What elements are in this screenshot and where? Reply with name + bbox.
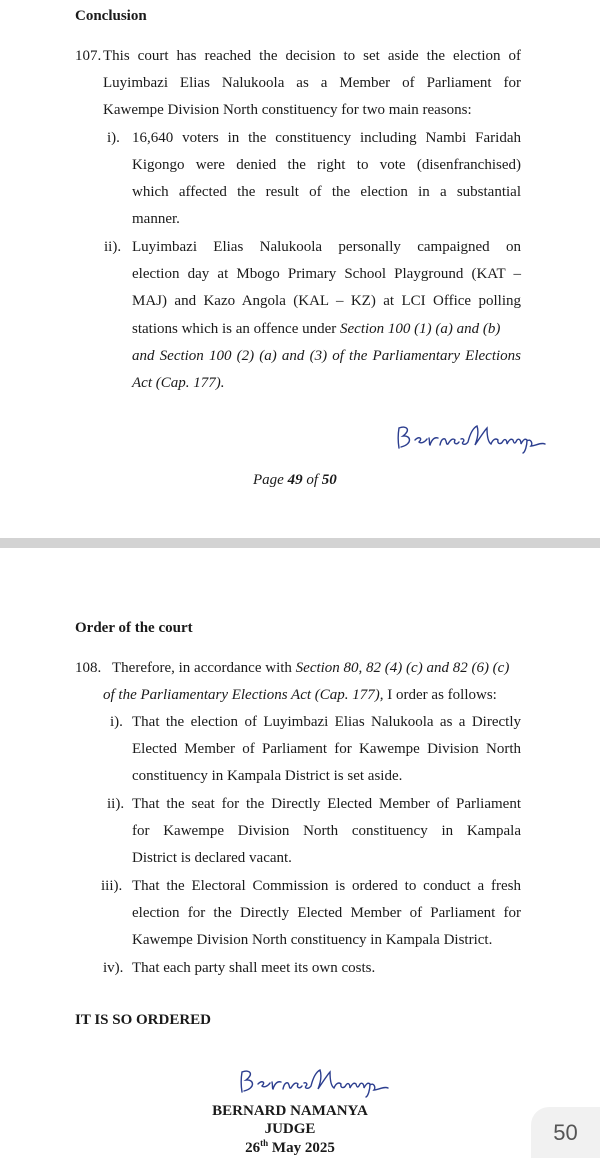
reason-1-line-4: manner. bbox=[132, 211, 180, 227]
date-month-year: May 2025 bbox=[268, 1140, 335, 1156]
reason-1-label: i). bbox=[107, 130, 120, 146]
page-49-footer bbox=[253, 472, 337, 489]
order-3-line-3: Kawempe Division North constituency in Kampala District. bbox=[132, 932, 493, 948]
reason-1-line-1: 16,640 voters in the constituency including Nambi Faridah bbox=[132, 130, 521, 146]
date-suffix: th bbox=[260, 1138, 269, 1148]
order-3-line-2: election for the Directly Elected Member of Parliament for bbox=[132, 905, 521, 921]
order-2-line-2: for Kawempe Division North constituency in Kampala bbox=[132, 823, 521, 839]
para-108-number: 108. bbox=[75, 660, 102, 676]
order-1-label: i). bbox=[110, 714, 123, 730]
order-2-line-3: District is declared vacant. bbox=[132, 850, 292, 866]
section-80-reference: Section 80, 82 (4) (c) and 82 (6) (c) bbox=[295, 660, 510, 676]
para-108-lead: Therefore, in accordance with bbox=[112, 660, 296, 676]
reason-2-line-5: and Section 100 (2) (a) and (3) of the Parliamentary Elections bbox=[132, 348, 521, 364]
order-3-line-1: That the Electoral Commission is ordered to conduct a fresh bbox=[132, 878, 521, 894]
reason-2-label: ii). bbox=[104, 239, 122, 255]
reason-2-line-3: MAJ) and Kazo Angola (KAL – KZ) at LCI Office polling bbox=[132, 293, 521, 309]
para-108-line-2 bbox=[103, 686, 497, 704]
footer-of: of bbox=[302, 472, 322, 488]
para-108-line-1 bbox=[112, 659, 509, 677]
footer-prefix: Page bbox=[253, 472, 288, 488]
para-108-tail: I order as follows: bbox=[383, 687, 497, 703]
section-100-reference: Section 100 (1) (a) and (b) bbox=[340, 321, 501, 337]
para-107-line-3: Kawempe Division North constituency for two main reasons: bbox=[103, 102, 472, 118]
reason-2-line-4-text: stations which is an offence under bbox=[132, 321, 341, 337]
reason-1-line-2: Kigongo were denied the right to vote (disenfranchised) bbox=[132, 157, 521, 173]
judgment-date bbox=[0, 1138, 580, 1157]
order-1-line-1: That the election of Luyimbazi Elias Nalukoola as a Directly bbox=[132, 714, 521, 730]
order-1-line-3: constituency in Kampala District is set aside. bbox=[132, 768, 403, 784]
order-1-line-2: Elected Member of Parliament for Kawempe Division North bbox=[132, 741, 521, 757]
page-separator bbox=[0, 538, 600, 548]
judge-signature-page50 bbox=[236, 1064, 396, 1098]
reason-2-line-4 bbox=[132, 320, 500, 338]
judge-signature-page49 bbox=[393, 420, 553, 454]
order-2-line-1: That the seat for the Directly Elected Member of Parliament bbox=[132, 796, 521, 812]
judge-name: BERNARD NAMANYA bbox=[212, 1103, 368, 1119]
date-day: 26 bbox=[245, 1140, 261, 1156]
footer-current-page: 49 bbox=[287, 472, 303, 488]
page-number-badge: 50 bbox=[531, 1107, 600, 1158]
order-3-label: iii). bbox=[101, 878, 123, 894]
judge-title: JUDGE bbox=[264, 1121, 316, 1137]
para-107-line-1: This court has reached the decision to set aside the election of bbox=[103, 48, 521, 64]
conclusion-heading: Conclusion bbox=[75, 8, 147, 24]
order-4-line-1: That each party shall meet its own costs. bbox=[132, 960, 376, 976]
reason-2-line-6: Act (Cap. 177). bbox=[132, 375, 225, 391]
footer-total-pages: 50 bbox=[321, 472, 337, 488]
para-107-line-2: Luyimbazi Elias Nalukoola as a Member of Parliament for bbox=[103, 75, 521, 91]
reason-2-line-1: Luyimbazi Elias Nalukoola personally campaigned on bbox=[132, 239, 521, 255]
order-heading: Order of the court bbox=[75, 620, 193, 636]
parliamentary-elections-act-reference: of the Parliamentary Elections Act (Cap. 177), bbox=[103, 687, 384, 703]
reason-1-line-3: which affected the result of the election in a substantial bbox=[132, 184, 521, 200]
reason-2-line-2: election day at Mbogo Primary School Playground (KAT – bbox=[132, 266, 521, 282]
order-2-label: ii). bbox=[107, 796, 125, 812]
order-4-label: iv). bbox=[103, 960, 124, 976]
para-107-number: 107. bbox=[75, 48, 102, 64]
it-is-so-ordered: IT IS SO ORDERED bbox=[75, 1012, 212, 1028]
